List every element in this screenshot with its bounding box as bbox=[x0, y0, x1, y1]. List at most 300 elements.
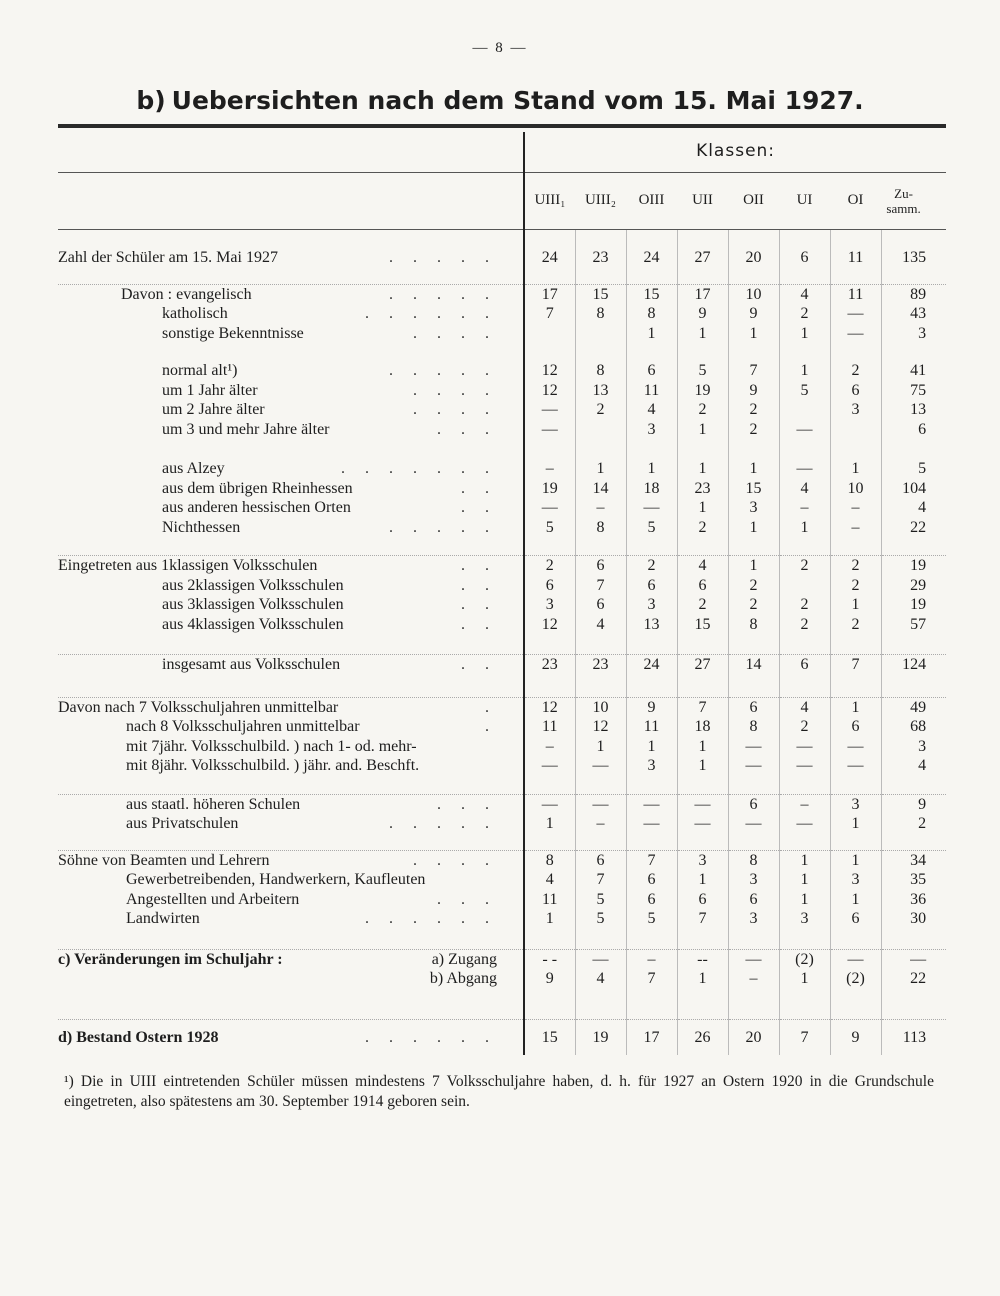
row-label bbox=[58, 479, 524, 499]
table-cell bbox=[524, 324, 575, 344]
table-cell: 2 bbox=[881, 814, 946, 834]
table-cell: 19 bbox=[575, 1019, 626, 1055]
table-cell: 2 bbox=[779, 304, 830, 324]
row-label-text: Zahl der Schüler am 15. Mai 1927 bbox=[58, 249, 278, 266]
table-cell: 89 bbox=[881, 284, 946, 304]
table-cell: 2 bbox=[575, 400, 626, 420]
column-header: Zu- samm. bbox=[881, 173, 946, 230]
table-cell: 7 bbox=[524, 304, 575, 324]
table-cell: 4 bbox=[626, 400, 677, 420]
table-cell: 6 bbox=[728, 890, 779, 910]
table-cell: 6 bbox=[575, 850, 626, 870]
leader-dots: . . bbox=[461, 479, 497, 497]
leader-dots: . . . bbox=[437, 890, 497, 908]
table-cell: — bbox=[524, 400, 575, 420]
table-row bbox=[58, 324, 946, 344]
row-label-text: normal alt¹) bbox=[162, 362, 238, 379]
table-cell: 3 bbox=[728, 909, 779, 929]
table-cell: — bbox=[779, 737, 830, 757]
title-prefix: b) bbox=[136, 86, 166, 115]
zugang-label: a) Zugang bbox=[431, 950, 497, 968]
table-cell: 4 bbox=[575, 615, 626, 635]
row-spacer bbox=[58, 989, 946, 1020]
table-cell: 30 bbox=[881, 909, 946, 929]
table-cell: – bbox=[524, 737, 575, 757]
table-cell: 1 bbox=[677, 324, 728, 344]
table-cell: 113 bbox=[881, 1019, 946, 1055]
table-cell: 5 bbox=[524, 518, 575, 538]
table-cell bbox=[779, 576, 830, 596]
table-cell: 8 bbox=[575, 304, 626, 324]
table-cell: 1 bbox=[677, 420, 728, 440]
table-cell: 1 bbox=[728, 518, 779, 538]
title-text: Uebersichten nach dem Stand vom 15. Mai 1927. bbox=[171, 86, 864, 115]
row-label bbox=[58, 756, 524, 776]
table-cell: – bbox=[779, 794, 830, 814]
table-cell: 135 bbox=[881, 248, 946, 268]
table-cell: 8 bbox=[524, 850, 575, 870]
table-cell bbox=[575, 324, 626, 344]
row-label-text: Davon nach 7 Volksschuljahren unmittelbar bbox=[58, 698, 339, 716]
table-cell: 26 bbox=[677, 1019, 728, 1055]
table-cell: 5 bbox=[881, 459, 946, 479]
table-cell: 15 bbox=[524, 1019, 575, 1055]
table-cell: 4 bbox=[779, 284, 830, 304]
row-label bbox=[58, 737, 524, 757]
table-cell: 6 bbox=[677, 576, 728, 596]
leader-dots: . . bbox=[461, 576, 497, 594]
table-cell: 11 bbox=[524, 890, 575, 910]
table-cell: 1 bbox=[779, 850, 830, 870]
table-cell: 2 bbox=[830, 556, 881, 576]
table-cell: 4 bbox=[881, 498, 946, 518]
table-row bbox=[58, 615, 946, 635]
row-label-text: katholisch bbox=[162, 305, 228, 322]
table-cell: — bbox=[728, 949, 779, 969]
table-cell: — bbox=[779, 814, 830, 834]
table-cell: 20 bbox=[728, 248, 779, 268]
table-cell: – bbox=[830, 498, 881, 518]
table-cell: 3 bbox=[830, 400, 881, 420]
table-cell: 3 bbox=[626, 756, 677, 776]
row-spacer bbox=[58, 634, 946, 655]
row-label-text: aus dem übrigen Rheinhessen bbox=[162, 479, 353, 497]
table-cell: — bbox=[728, 814, 779, 834]
table-cell: 3 bbox=[881, 324, 946, 344]
table-cell: 2 bbox=[677, 595, 728, 615]
table-cell: 7 bbox=[626, 969, 677, 989]
table-cell: 8 bbox=[575, 361, 626, 381]
table-cell: 3 bbox=[881, 737, 946, 757]
row-label bbox=[58, 814, 524, 834]
table-cell: 7 bbox=[677, 909, 728, 929]
table-cell: 1 bbox=[830, 595, 881, 615]
table-cell: 7 bbox=[677, 697, 728, 717]
table-cell: 1 bbox=[779, 361, 830, 381]
row-label bbox=[58, 655, 524, 675]
row-label bbox=[58, 794, 524, 814]
table-cell: 29 bbox=[881, 576, 946, 596]
page-title bbox=[0, 86, 1000, 115]
table-cell: 4 bbox=[779, 697, 830, 717]
table-row bbox=[58, 556, 946, 576]
table-cell: 1 bbox=[524, 814, 575, 834]
leader-dots: . bbox=[485, 698, 497, 716]
table-cell: 6 bbox=[626, 870, 677, 890]
table-cell: 2 bbox=[779, 717, 830, 737]
table-cell: 1 bbox=[779, 870, 830, 890]
table-cell: 13 bbox=[626, 615, 677, 635]
row-label-text: Angestellten und Arbeitern bbox=[126, 890, 300, 908]
table-cell: 27 bbox=[677, 248, 728, 268]
table-cell: 6 bbox=[728, 794, 779, 814]
table-cell: 1 bbox=[677, 756, 728, 776]
row-spacer bbox=[58, 929, 946, 950]
row-spacer bbox=[58, 776, 946, 795]
table-cell: – bbox=[830, 518, 881, 538]
table-cell: 2 bbox=[779, 615, 830, 635]
leader-dots: . . . . bbox=[413, 381, 497, 399]
table-row bbox=[58, 909, 946, 929]
table-cell: 7 bbox=[575, 870, 626, 890]
table-cell: 23 bbox=[677, 479, 728, 499]
table-cell: — bbox=[830, 756, 881, 776]
table-cell: 11 bbox=[830, 284, 881, 304]
column-header: OIII bbox=[626, 173, 677, 230]
row-label bbox=[58, 870, 524, 890]
table-cell: – bbox=[779, 498, 830, 518]
table-row bbox=[58, 949, 946, 969]
table-cell: 6 bbox=[575, 595, 626, 615]
table-cell: 1 bbox=[830, 697, 881, 717]
table-cell: 57 bbox=[881, 615, 946, 635]
table-cell: 43 bbox=[881, 304, 946, 324]
veraenderungen-label: c) Veränderungen im Schuljahr : bbox=[58, 950, 283, 968]
table-cell: – bbox=[575, 814, 626, 834]
table-cell: 15 bbox=[626, 284, 677, 304]
leader-dots: . . bbox=[461, 656, 497, 673]
table-cell: — bbox=[524, 498, 575, 518]
table-cell: 1 bbox=[779, 969, 830, 989]
table-cell: 17 bbox=[626, 1019, 677, 1055]
table-cell: 3 bbox=[830, 870, 881, 890]
table-cell: 15 bbox=[728, 479, 779, 499]
table-row bbox=[58, 304, 946, 324]
row-spacer bbox=[58, 230, 946, 249]
row-label bbox=[58, 556, 524, 576]
row-label bbox=[58, 615, 524, 635]
table-row bbox=[58, 361, 946, 381]
table-cell: — bbox=[626, 794, 677, 814]
table-row bbox=[58, 248, 946, 268]
column-header: OI bbox=[830, 173, 881, 230]
footnote: ¹) Die in UIII eintretenden Schüler müssen mindestens 7 Volksschuljahre haben, d. h. für 1927 an Ostern 1920 in die Grundschule eingetreten, also spätestens am 30. September 1914 geboren sein. bbox=[64, 1073, 934, 1110]
table-cell: 104 bbox=[881, 479, 946, 499]
table-cell: – bbox=[728, 969, 779, 989]
table-cell: 9 bbox=[881, 794, 946, 814]
table-cell: 1 bbox=[830, 890, 881, 910]
row-label-text: insgesamt aus Volksschulen bbox=[162, 656, 341, 673]
table-cell: — bbox=[728, 737, 779, 757]
bestand-label: d) Bestand Ostern 1928 bbox=[58, 1028, 219, 1046]
table-cell: 34 bbox=[881, 850, 946, 870]
table-cell: 9 bbox=[677, 304, 728, 324]
table-cell: 3 bbox=[728, 498, 779, 518]
table-cell: 11 bbox=[830, 248, 881, 268]
table-row bbox=[58, 737, 946, 757]
leader-dots: . . bbox=[461, 557, 497, 574]
table-cell: — bbox=[830, 304, 881, 324]
table-cell bbox=[830, 420, 881, 440]
row-label bbox=[58, 361, 524, 381]
leader-dots: . . . . bbox=[413, 401, 497, 418]
leader-dots: . . bbox=[461, 596, 497, 613]
table-cell: 14 bbox=[575, 479, 626, 499]
row-label bbox=[58, 381, 524, 401]
table-cell: — bbox=[524, 756, 575, 776]
table-cell: 8 bbox=[728, 850, 779, 870]
row-label-text: aus Alzey bbox=[162, 460, 225, 477]
table-cell: 3 bbox=[524, 595, 575, 615]
table-cell: 2 bbox=[728, 576, 779, 596]
table-cell: 22 bbox=[881, 518, 946, 538]
row-label bbox=[58, 697, 524, 717]
table-cell: 19 bbox=[677, 381, 728, 401]
table-row bbox=[58, 850, 946, 870]
table-cell: — bbox=[830, 737, 881, 757]
table-cell: (2) bbox=[830, 969, 881, 989]
table-cell: 13 bbox=[881, 400, 946, 420]
table-cell: (2) bbox=[779, 949, 830, 969]
table-row bbox=[58, 655, 946, 675]
table-row bbox=[58, 890, 946, 910]
row-label bbox=[58, 498, 524, 518]
table-cell: 24 bbox=[524, 248, 575, 268]
table-cell: 9 bbox=[626, 697, 677, 717]
column-header: UIII₁ bbox=[524, 173, 575, 230]
table-cell: 1 bbox=[779, 324, 830, 344]
row-label bbox=[58, 518, 524, 538]
table-cell: 4 bbox=[524, 870, 575, 890]
table-cell: 1 bbox=[575, 459, 626, 479]
table-cell: 1 bbox=[626, 737, 677, 757]
table-cell: 7 bbox=[779, 1019, 830, 1055]
table-cell: 8 bbox=[728, 615, 779, 635]
table-cell: 18 bbox=[677, 717, 728, 737]
table-cell: 1 bbox=[677, 969, 728, 989]
table-cell: 3 bbox=[728, 870, 779, 890]
column-header: UII bbox=[677, 173, 728, 230]
table-cell: 2 bbox=[677, 400, 728, 420]
table-row bbox=[58, 459, 946, 479]
header-row-klassen bbox=[58, 132, 946, 173]
leader-dots: . . . . . bbox=[389, 518, 497, 536]
table-cell: 12 bbox=[524, 381, 575, 401]
row-label-text: um 2 Jahre älter bbox=[162, 401, 265, 418]
table-cell: 6 bbox=[626, 890, 677, 910]
table-cell: 2 bbox=[728, 420, 779, 440]
table-row bbox=[58, 498, 946, 518]
row-label-text: Nichthessen bbox=[162, 518, 241, 536]
row-label-text: Davon : evangelisch bbox=[121, 285, 252, 303]
table-cell: – bbox=[575, 498, 626, 518]
table-row bbox=[58, 717, 946, 737]
table-cell: 1 bbox=[575, 737, 626, 757]
table-cell: 6 bbox=[524, 576, 575, 596]
row-label-text: mit 7jähr. Volksschulbild. ) nach 1- od. mehr- bbox=[126, 737, 417, 755]
table-cell: 19 bbox=[881, 595, 946, 615]
row-label-text: aus anderen hessischen Orten bbox=[162, 499, 351, 516]
table-cell: -- bbox=[677, 949, 728, 969]
table-cell: — bbox=[779, 420, 830, 440]
heavy-rule bbox=[58, 124, 946, 128]
row-spacer bbox=[58, 343, 946, 361]
row-label bbox=[58, 400, 524, 420]
row-spacer bbox=[58, 675, 946, 698]
table-cell: 8 bbox=[728, 717, 779, 737]
table-cell: 35 bbox=[881, 870, 946, 890]
klassen-heading: Klassen: bbox=[696, 141, 776, 162]
table-cell: 75 bbox=[881, 381, 946, 401]
table-cell: 4 bbox=[677, 556, 728, 576]
table-cell: 7 bbox=[728, 361, 779, 381]
table-row bbox=[58, 400, 946, 420]
leader-dots: . . . . . . bbox=[365, 910, 497, 927]
table-row bbox=[58, 420, 946, 440]
table-cell: 15 bbox=[677, 615, 728, 635]
table-cell: 23 bbox=[524, 655, 575, 675]
table-cell: 24 bbox=[626, 248, 677, 268]
leader-dots: . . . bbox=[437, 420, 497, 438]
table-cell: 24 bbox=[626, 655, 677, 675]
table-cell: 1 bbox=[524, 909, 575, 929]
row-label bbox=[58, 304, 524, 324]
table-cell: 6 bbox=[779, 655, 830, 675]
table-cell: 4 bbox=[779, 479, 830, 499]
table-cell: 19 bbox=[524, 479, 575, 499]
table-cell: 10 bbox=[728, 284, 779, 304]
table-cell: 9 bbox=[830, 1019, 881, 1055]
row-label-text: Gewerbetreibenden, Handwerkern, Kaufleuten bbox=[126, 871, 426, 888]
table-row bbox=[58, 284, 946, 304]
table-cell: 10 bbox=[575, 697, 626, 717]
table-cell: 23 bbox=[575, 655, 626, 675]
leader-dots: . . . . . bbox=[389, 815, 497, 832]
table-cell: 12 bbox=[575, 717, 626, 737]
row-label bbox=[58, 595, 524, 615]
table-cell: 6 bbox=[677, 890, 728, 910]
table-cell bbox=[575, 420, 626, 440]
table-row bbox=[58, 870, 946, 890]
table-cell: 3 bbox=[677, 850, 728, 870]
table-cell: 27 bbox=[677, 655, 728, 675]
table-row bbox=[58, 576, 946, 596]
table-cell: 9 bbox=[728, 381, 779, 401]
table-cell: 22 bbox=[881, 969, 946, 989]
table-cell: — bbox=[626, 498, 677, 518]
table-cell: — bbox=[830, 324, 881, 344]
table-cell: 8 bbox=[626, 304, 677, 324]
table-cell: 3 bbox=[626, 595, 677, 615]
table-cell: 6 bbox=[626, 361, 677, 381]
column-header: OII bbox=[728, 173, 779, 230]
table-cell: 7 bbox=[626, 850, 677, 870]
table-cell: 5 bbox=[575, 909, 626, 929]
row-label-text: Landwirten bbox=[126, 910, 200, 927]
table-cell: 6 bbox=[728, 697, 779, 717]
table-cell: 1 bbox=[779, 890, 830, 910]
table-cell: 6 bbox=[575, 556, 626, 576]
table-cell: 2 bbox=[830, 361, 881, 381]
table-cell: 5 bbox=[626, 909, 677, 929]
table-cell: 124 bbox=[881, 655, 946, 675]
table-cell: 6 bbox=[779, 248, 830, 268]
table-cell: 1 bbox=[677, 737, 728, 757]
table-cell: — bbox=[524, 794, 575, 814]
row-label bbox=[58, 949, 524, 969]
table-cell: 11 bbox=[524, 717, 575, 737]
row-label-text: aus Privatschulen bbox=[126, 815, 239, 832]
table-cell: 1 bbox=[677, 870, 728, 890]
leader-dots: . . bbox=[461, 499, 497, 516]
row-label bbox=[58, 576, 524, 596]
table-cell: 36 bbox=[881, 890, 946, 910]
table-cell: 1 bbox=[779, 518, 830, 538]
table-cell: 6 bbox=[830, 381, 881, 401]
table-cell: 1 bbox=[728, 459, 779, 479]
table-cell: 19 bbox=[881, 556, 946, 576]
table-cell: 1 bbox=[677, 498, 728, 518]
table-cell: 2 bbox=[830, 615, 881, 635]
table-row bbox=[58, 381, 946, 401]
table-cell: 5 bbox=[779, 381, 830, 401]
table-cell: 7 bbox=[830, 655, 881, 675]
leader-dots: . . . . . bbox=[389, 249, 497, 266]
row-spacer bbox=[58, 834, 946, 851]
leader-dots: . . . . . . bbox=[365, 1028, 497, 1046]
table-cell: — bbox=[830, 949, 881, 969]
table-cell: 2 bbox=[728, 400, 779, 420]
table-cell: — bbox=[728, 756, 779, 776]
table-cell: 1 bbox=[728, 324, 779, 344]
table-cell: 3 bbox=[830, 794, 881, 814]
table-cell: 11 bbox=[626, 381, 677, 401]
leader-dots: . . bbox=[461, 615, 497, 633]
table-cell: 6 bbox=[830, 909, 881, 929]
table-cell: – bbox=[524, 459, 575, 479]
table-cell: 14 bbox=[728, 655, 779, 675]
table-cell: — bbox=[677, 814, 728, 834]
column-header: UI bbox=[779, 173, 830, 230]
page-number: — 8 — bbox=[472, 40, 528, 56]
table-cell: 6 bbox=[830, 717, 881, 737]
table-cell: 17 bbox=[677, 284, 728, 304]
header-row-columns bbox=[58, 173, 946, 230]
row-label-text: mit 8jähr. Volksschulbild. ) jähr. and. Beschft. bbox=[126, 757, 420, 774]
table-cell: 13 bbox=[575, 381, 626, 401]
row-label bbox=[58, 284, 524, 304]
table-cell: 1 bbox=[830, 814, 881, 834]
table-cell: — bbox=[626, 814, 677, 834]
table-cell: 7 bbox=[575, 576, 626, 596]
table-cell: – bbox=[626, 949, 677, 969]
table-row bbox=[58, 479, 946, 499]
row-label bbox=[58, 969, 524, 989]
table-cell: 2 bbox=[524, 556, 575, 576]
table-cell: 5 bbox=[626, 518, 677, 538]
row-spacer bbox=[58, 537, 946, 556]
table-row bbox=[58, 595, 946, 615]
